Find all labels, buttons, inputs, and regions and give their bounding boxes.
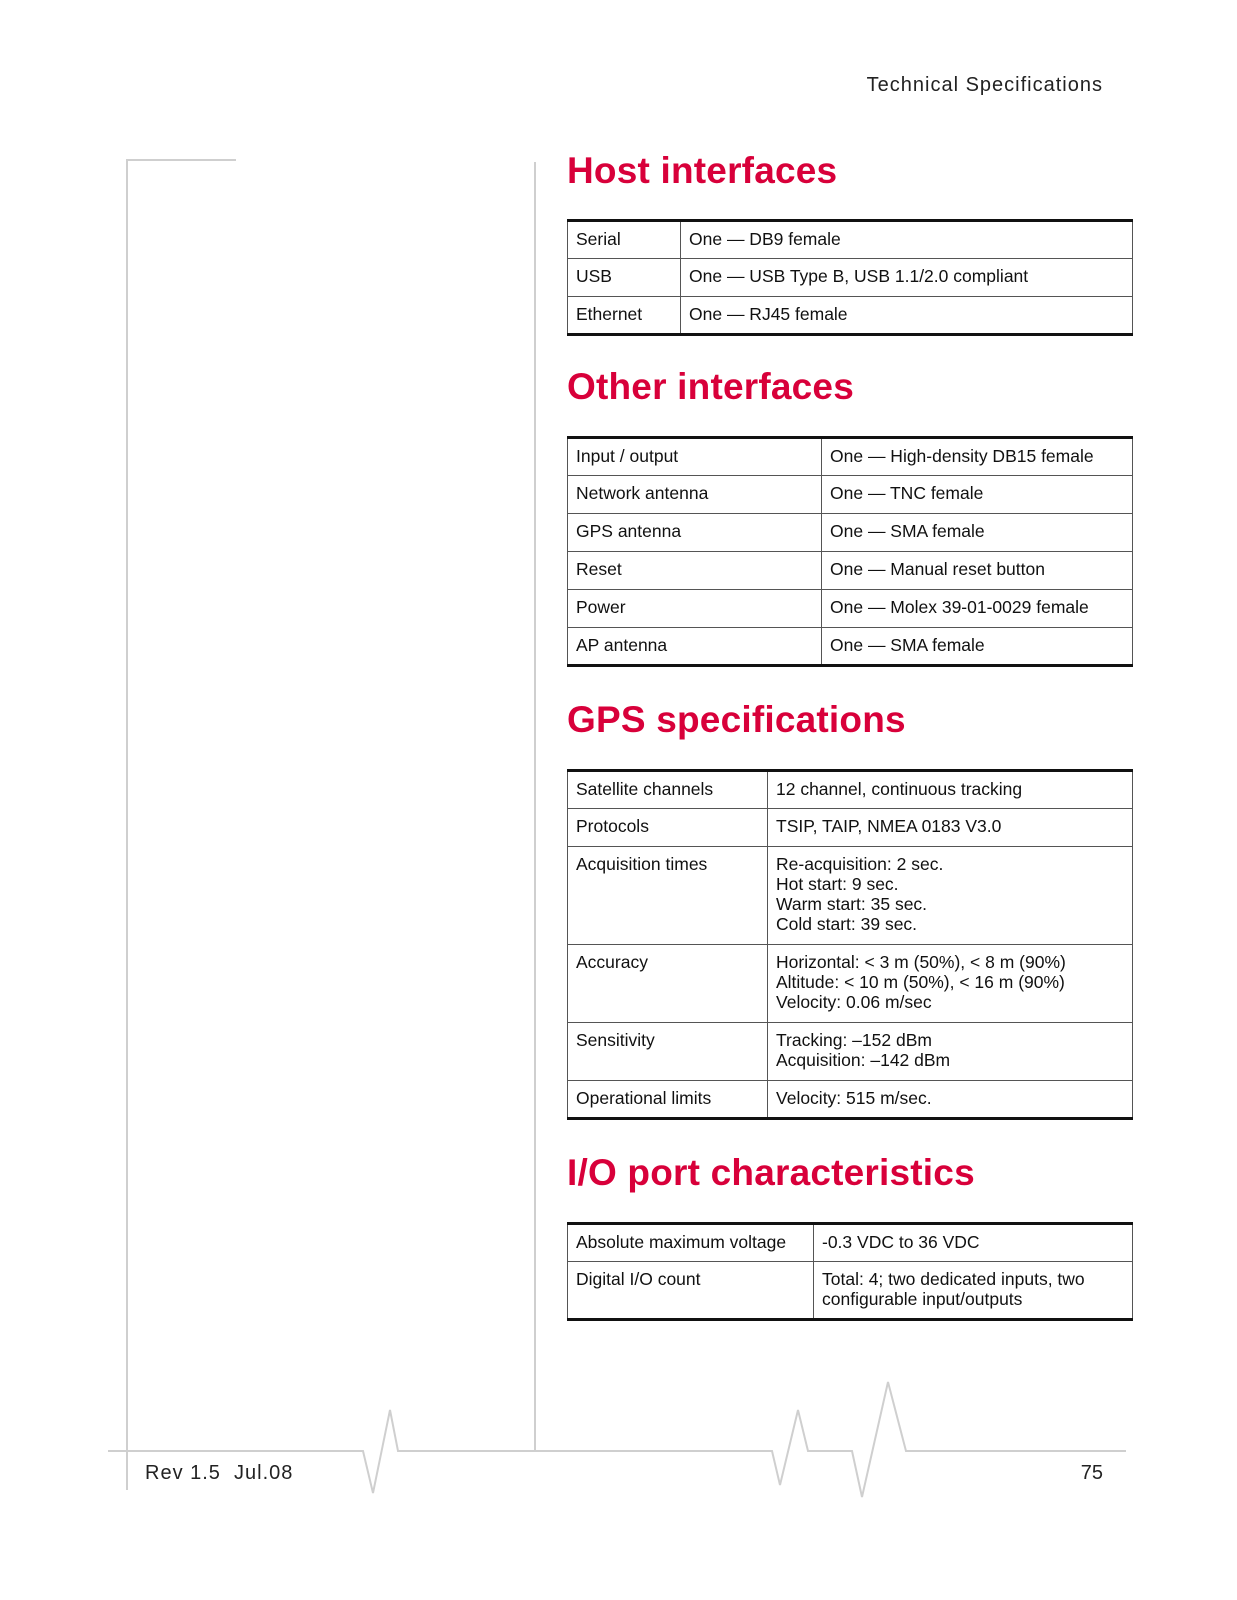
cell-label: Serial: [568, 221, 681, 259]
table-row: [568, 846, 1133, 944]
cell-value: One — SMA female: [822, 513, 1133, 551]
other-interfaces-table: [567, 436, 1133, 667]
cell-label: Sensitivity: [568, 1022, 768, 1080]
section-title-io-port-characteristics: I/O port characteristics: [567, 1151, 975, 1193]
section-title-host-interfaces: Host interfaces: [567, 150, 838, 191]
cell-value: Horizontal: < 3 m (50%), < 8 m (90%) Altitude: < 10 m (50%), < 16 m (90%) Velocity: 0.06 m/sec: [768, 944, 1133, 1022]
spec-content: [567, 148, 1133, 1321]
cell-label: Satellite channels: [568, 770, 768, 808]
cell-value: One — TNC female: [822, 475, 1133, 513]
table-row: [568, 589, 1133, 627]
cell-label: AP antenna: [568, 627, 822, 665]
table-row: [568, 297, 1133, 335]
cell-value: One — RJ45 female: [681, 297, 1133, 335]
cell-value: -0.3 VDC to 36 VDC: [814, 1224, 1133, 1262]
table-row: [568, 1262, 1133, 1320]
cell-label: Operational limits: [568, 1080, 768, 1118]
cell-value: One — SMA female: [822, 627, 1133, 665]
cell-label: Digital I/O count: [568, 1262, 814, 1320]
footer-revision: Rev 1.5 Jul.08: [145, 1462, 294, 1484]
gps-specifications-table: [567, 769, 1133, 1120]
cell-value: One — Molex 39-01-0029 female: [822, 589, 1133, 627]
table-row: [568, 513, 1133, 551]
table-row: [568, 259, 1133, 297]
table-row: [568, 770, 1133, 808]
cell-label: Ethernet: [568, 297, 681, 335]
running-header: Technical Specifications: [866, 74, 1103, 96]
io-port-characteristics-table: [567, 1222, 1133, 1321]
cell-label: Input / output: [568, 437, 822, 475]
table-row: [568, 221, 1133, 259]
cell-value: TSIP, TAIP, NMEA 0183 V3.0: [768, 808, 1133, 846]
cell-label: Network antenna: [568, 475, 822, 513]
cell-label: Absolute maximum voltage: [568, 1224, 814, 1262]
table-row: [568, 437, 1133, 475]
table-row: [568, 1224, 1133, 1262]
page-number: 75: [1080, 1462, 1103, 1484]
cell-label: Power: [568, 589, 822, 627]
table-row: [568, 1022, 1133, 1080]
cell-value: One — High-density DB15 female: [822, 437, 1133, 475]
cell-label: Protocols: [568, 808, 768, 846]
host-interfaces-table: [567, 219, 1133, 336]
cell-value: Tracking: –152 dBm Acquisition: –142 dBm: [768, 1022, 1133, 1080]
table-row: [568, 475, 1133, 513]
cell-value: 12 channel, continuous tracking: [768, 770, 1133, 808]
table-row: [568, 551, 1133, 589]
table-row: [568, 944, 1133, 1022]
cell-label: USB: [568, 259, 681, 297]
table-row: [568, 1080, 1133, 1118]
cell-value: One — DB9 female: [681, 221, 1133, 259]
table-row: [568, 808, 1133, 846]
cell-value: Total: 4; two dedicated inputs, two configurable input/outputs: [814, 1262, 1133, 1320]
section-title-other-interfaces: Other interfaces: [567, 366, 854, 408]
table-row: [568, 627, 1133, 665]
cell-label: Acquisition times: [568, 846, 768, 944]
cell-value: One — USB Type B, USB 1.1/2.0 compliant: [681, 259, 1133, 297]
cell-value: Velocity: 515 m/sec.: [768, 1080, 1133, 1118]
cell-value: Re-acquisition: 2 sec. Hot start: 9 sec. Warm start: 35 sec. Cold start: 39 sec.: [768, 846, 1133, 944]
section-title-gps-specifications: GPS specifications: [567, 698, 906, 740]
cell-label: Reset: [568, 551, 822, 589]
cell-label: GPS antenna: [568, 513, 822, 551]
cell-value: One — Manual reset button: [822, 551, 1133, 589]
cell-label: Accuracy: [568, 944, 768, 1022]
